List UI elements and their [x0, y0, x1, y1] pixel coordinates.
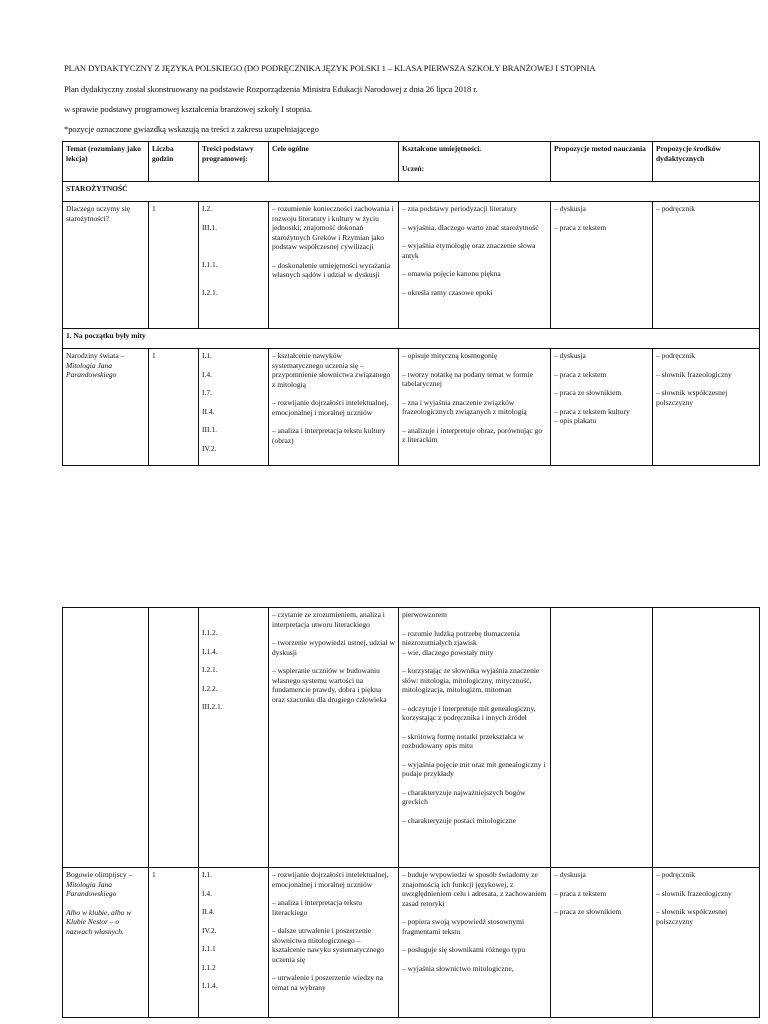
curriculum-cell	[199, 868, 269, 1018]
skill-item: pierwowzorem	[402, 610, 447, 619]
curriculum-item: I.1.4.	[202, 646, 218, 656]
curriculum-item: I.1.2.	[202, 628, 218, 637]
topic-title: Mitologia Jana Parandowskiego	[66, 879, 117, 898]
table-row	[63, 608, 760, 868]
methods-cell	[551, 608, 653, 868]
skills-cell	[399, 608, 551, 868]
topic-cell	[63, 868, 149, 1018]
curriculum-item: I.1.1	[202, 944, 216, 953]
column-header: Treści podstawy programowej:	[199, 142, 269, 182]
curriculum-item: I.1.	[202, 351, 212, 360]
curriculum-item: I.1.1.	[202, 260, 218, 269]
goal-item: – analiza i interpretacja tekstu kultury (obraz)	[272, 426, 386, 445]
method-item: – praca ze słownikiem	[554, 907, 622, 916]
method-item: – praca z tekstem kultury	[554, 406, 630, 416]
method-item: – opis plakatu	[554, 416, 597, 425]
table-row	[63, 202, 760, 329]
hours-cell: 1	[149, 202, 199, 329]
footnote-line: *pozycje oznaczone gwiazdką wskazują na treści z zakresu uzupełniającego	[64, 124, 319, 134]
goal-item: – kształcenie nawyków systematycznego uczenia się – przypomnienie słownictwa związanego z mitologią	[272, 351, 391, 389]
curriculum-item: I.1.4.	[202, 981, 218, 990]
topic-subtitle: Albo w klubie, albo w Klubie Nestor – o nazwach własnych.	[66, 907, 132, 936]
goals-cell	[269, 349, 399, 466]
means-item: – słownik współczesnej polszczyzny	[656, 388, 728, 407]
means-item: – podręcznik	[656, 351, 695, 360]
skill-item: – rozumie ludzką potrzebę tłumaczenia niezrozumiałych zjawisk	[402, 628, 520, 647]
curriculum-item: IV.2.	[202, 925, 217, 935]
means-cell	[653, 868, 760, 1018]
topic-text: Narodziny świata –	[66, 351, 125, 360]
means-cell	[653, 349, 760, 466]
curriculum-cell	[199, 349, 269, 466]
column-header: Propozycje środków dydaktycznych	[653, 142, 760, 182]
method-item: – dyskusja	[554, 870, 586, 879]
column-header	[399, 142, 551, 182]
intro-line: w sprawie podstawy programowej kształcenia branżowej szkoły I stopnia.	[64, 104, 313, 114]
column-header: Liczba godzin	[149, 142, 199, 182]
methods-cell	[551, 868, 653, 1018]
skill-item: – skrótową formę notatki przekształca w rozbudowany opis mitu	[402, 731, 524, 750]
curriculum-item: III.1.	[202, 425, 217, 434]
topic-cell	[63, 349, 149, 466]
means-item: – słownik frazeologiczny	[656, 888, 732, 898]
method-item: – praca ze słownikiem	[554, 388, 622, 397]
table-row	[63, 349, 760, 466]
goal-item: – doskonalenie umiejętności wyrażania własnych sądów i udział w dyskusji	[272, 260, 391, 279]
column-header-line: Uczeń:	[402, 163, 425, 173]
skill-item: – posługuje się słownikami różnego typu	[402, 945, 526, 954]
skills-cell	[399, 349, 551, 466]
skill-item: – opisuje mityczną kosmogonię	[402, 351, 498, 360]
means-item: – słownik współczesnej polszczyzny	[656, 907, 728, 926]
skill-item: – odczytuje i interpretuje mit genealogiczny, korzystając z podręcznika i innych źródeł	[402, 703, 536, 722]
hours-cell: 1	[149, 868, 199, 1018]
means-item: – podręcznik	[656, 870, 695, 879]
skill-item: – korzystając ze słownika wyjaśnia znaczenie słów: mitologia, mitologiczny, mityczność, mitologizacja, mitologizm, mitoman	[402, 666, 540, 694]
section-heading: STAROŻYTNOŚĆ	[63, 182, 760, 202]
intro-line: Plan dydaktyczny został skonstruowany na podstawie Rozporządzenia Ministra Edukacji Narodowej z dnia 26 lipca 2018 r.	[64, 84, 478, 94]
column-header: Temat (rozumiany jako lekcja)	[63, 142, 149, 182]
hours-cell: 1	[149, 349, 199, 466]
table-row	[63, 868, 760, 1018]
table-header-row	[63, 142, 760, 182]
hours-cell	[149, 608, 199, 868]
curriculum-item: I.1.	[202, 870, 212, 879]
skill-item: – wyjaśnia, dlaczego warto znać starożytność	[402, 222, 539, 232]
goals-cell	[269, 868, 399, 1018]
skill-item: – tworzy notatkę na podany temat w formie tabelarycznej	[402, 369, 534, 388]
curriculum-item: I.2.1.	[202, 287, 218, 297]
means-cell	[653, 202, 760, 329]
skill-item: – określa ramy czasowe epoki	[402, 287, 493, 297]
curriculum-item: IV.2.	[202, 443, 217, 453]
goal-item: – rozwijanie dojrzałości intelektualnej, emocjonalnej i moralnej uczniów	[272, 870, 389, 889]
goal-item: – utrwalenie i poszerzenie wiedzy na temat na wybrany	[272, 973, 383, 992]
goal-item: – analiza i interpretacja tekstu literackiego	[272, 898, 362, 917]
means-item: – słownik frazeologiczny	[656, 369, 732, 379]
document-page-2	[0, 500, 768, 1024]
goal-item: – dalsze utrwalenie i poszerzenie słownictwa mitologicznego – kształcenie nawyku systematycznego uczenia się	[272, 926, 385, 964]
method-item: – praca z tekstem	[554, 888, 607, 898]
curriculum-item: II.4.	[202, 406, 215, 416]
goals-cell	[269, 608, 399, 868]
curriculum-item: I.2.2.	[202, 683, 218, 693]
skill-item: – charakteryzuje najważniejszych bogów greckich	[402, 787, 526, 806]
skill-item: – popiera swoją wypowiedź stosownymi fragmentami tekstu	[402, 917, 525, 936]
plan-table-continued	[62, 607, 760, 1018]
skill-item: – zna podstawy periodyzacji literatury	[402, 204, 517, 213]
goal-item: – rozumienie konieczności zachowania i rozwoju literatury i kultury w życiu jednostki; znajomość dokonań starożytnych Greków i Rzymian jako podstaw współczesnej cywilizacji	[272, 204, 394, 251]
document-title: PLAN DYDAKTYCZNY Z JĘZYKA POLSKIEGO (DO PODRĘCZNIKA JĘZYK POLSKI 1 – KLASA PIERWSZA SZKOŁY BRANŻOWEJ I STOPNIA	[64, 63, 596, 73]
method-item: – dyskusja	[554, 351, 586, 360]
curriculum-item: I.2.	[202, 204, 212, 213]
means-cell	[653, 608, 760, 868]
topic-text: Bogowie olimpijscy –	[66, 870, 133, 879]
methods-cell	[551, 349, 653, 466]
topic-cell: Dlaczego uczymy się starożytności?	[63, 202, 149, 329]
skill-item: – zna i wyjaśnia znaczenie związków frazeologicznych związanych z mitologią	[402, 397, 527, 416]
method-item: – dyskusja	[554, 204, 586, 213]
column-header: Cele ogólne	[269, 142, 399, 182]
curriculum-item: III.2.1.	[202, 702, 223, 711]
skill-item: – omawia pojęcie kanonu piękna	[402, 269, 501, 278]
section-row	[63, 329, 760, 349]
skill-item: – analizuje i interpretuje obraz, porównując go z literackim	[402, 425, 543, 444]
skill-item: – wyjaśnia pojęcie mit oraz mit genealogiczny i podaje przykłady	[402, 759, 546, 778]
section-row	[63, 182, 760, 202]
curriculum-item: I.2.1.	[202, 665, 218, 674]
column-header: Propozycje metod nauczania	[551, 142, 653, 182]
methods-cell	[551, 202, 653, 329]
curriculum-item: II.4.	[202, 907, 215, 916]
topic-cell	[63, 608, 149, 868]
plan-table	[62, 141, 760, 466]
column-header-line: Kształcone umiejętności.	[402, 144, 482, 153]
method-item: – praca z tekstem	[554, 222, 607, 232]
curriculum-cell	[199, 202, 269, 329]
skill-item: – wie, dlaczego powstały mity	[402, 647, 494, 657]
means-item: – podręcznik	[656, 204, 695, 213]
curriculum-item: I.4.	[202, 888, 212, 898]
skill-item: – wyjaśnia etymologię oraz znaczenie słowa antyk	[402, 241, 536, 260]
topic-title: Mitologia Jana Parandowskiego	[66, 360, 117, 379]
document-page-1	[0, 0, 768, 500]
skill-item: – wyjaśnia słownictwo mitologiczne,	[402, 963, 514, 973]
method-item: – praca z tekstem	[554, 369, 607, 379]
skill-item: – charakteryzuje postaci mitologiczne	[402, 815, 516, 825]
goal-item: – czytanie ze zrozumieniem, analiza i interpretacja utworu literackiego	[272, 610, 385, 629]
goal-item: – tworzenie wypowiedzi ustnej, udział w dyskusji	[272, 638, 395, 657]
skill-item: – buduje wypowiedzi w sposób świadomy ze znajomością ich funkcji językowej, z uwzględnieniem celu i adresata, z zachowaniem zasad retoryki	[402, 870, 547, 908]
goal-item: – wspieranie uczniów w budowaniu własnego systemu wartości na fundamencie prawdy, dobra i piękna oraz szacunku dla drugiego człowieka	[272, 666, 387, 704]
curriculum-item: I.7.	[202, 388, 212, 397]
curriculum-cell	[199, 608, 269, 868]
skills-cell	[399, 868, 551, 1018]
curriculum-item: I.1.2	[202, 962, 216, 972]
section-heading: 1. Na początku były mity	[63, 329, 760, 349]
curriculum-item: III.1.	[202, 222, 217, 232]
goals-cell	[269, 202, 399, 329]
goal-item: – rozwijanie dojrzałości intelektualnej, emocjonalnej i moralnej uczniów	[272, 398, 389, 417]
curriculum-item: I.4.	[202, 369, 212, 379]
skills-cell	[399, 202, 551, 329]
